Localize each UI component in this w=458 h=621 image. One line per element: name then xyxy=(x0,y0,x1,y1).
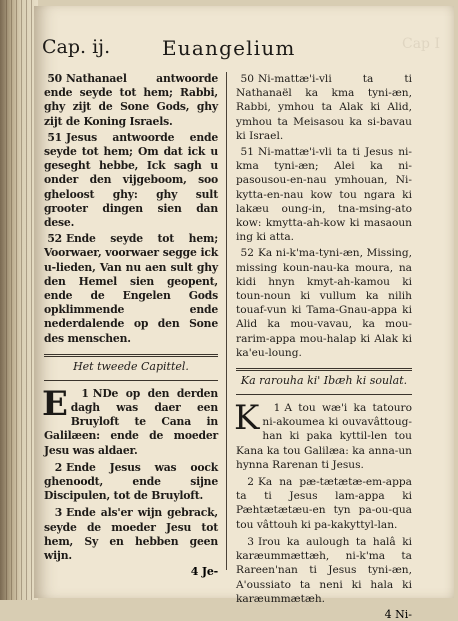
drop-cap: K xyxy=(234,398,260,439)
verse-text: Ni-mattæ'i-vli ta ti Nathanaël ka kma tyni-æn, Rabbi, ymhou ta Alak ki Alid, ymhou ta Meisasou ka si-bavau ki Israel. xyxy=(236,73,412,142)
verse xyxy=(42,383,218,458)
formosan-column xyxy=(234,72,412,621)
verse-number: 2 xyxy=(247,476,254,489)
verse-number: 52 xyxy=(240,247,254,260)
verse xyxy=(234,398,412,472)
verse xyxy=(44,72,218,129)
verse xyxy=(44,461,218,504)
verse-number: 2 xyxy=(54,460,62,474)
verse xyxy=(44,506,218,563)
column-divider xyxy=(226,72,227,570)
catchword: 4 Je- xyxy=(190,565,218,579)
verse xyxy=(236,72,412,143)
verse-number: 3 xyxy=(247,535,254,548)
page-header xyxy=(42,36,402,62)
book-running-title: Euangelium xyxy=(162,36,296,60)
verse xyxy=(236,535,412,606)
verse-text: Ende seyde tot hem; Voorwaer, voorwaer segge ick u-lieden, Van nu aen sult ghy den Hemel sien geopent, ende de Engelen Gods opklimmende ende nederdalende op den Sone des menschen. xyxy=(44,232,218,345)
verse-number: 51 xyxy=(47,130,62,144)
verse-text: Ni-mattæ'i-vli ta ti Jesus ni-kma tyni-æn; Alei ka ni-pasousou-en-nau ymhouan, Ni-kytta-en-nau kow tou ngara ki lakæu oung-in, tna-msing-ato kow: kmytta-ah-kow ki masaoun ing ki atta. xyxy=(236,146,412,244)
verse-text: A tou wæ'i ka tatouro ni-akoumea ki ouvavâttoug-han ki paka kyttil-len tou Kana ka tou Galilæa: ka anna-un hynna Rarenan ti Jesus. xyxy=(236,402,412,471)
verse-text: Ende als'er wijn gebrack, seyde de moeder Jesu tot hem, Sy en hebben geen wijn. xyxy=(44,506,218,563)
bleed-through-text: Cap I xyxy=(401,36,440,52)
verse-text: NDe op den derden dagh was daer een Bruyloft te Cana in Galilæen: ende de moeder Jesu was aldaer. xyxy=(44,386,218,457)
verse-number: 1 xyxy=(273,402,281,415)
verse-number: 52 xyxy=(47,232,62,246)
section-rule xyxy=(236,394,412,395)
drop-cap: E xyxy=(42,383,68,424)
section-rule xyxy=(44,380,218,381)
verse-number: 51 xyxy=(240,146,254,159)
dutch-verses-top xyxy=(44,72,218,346)
verse xyxy=(44,232,218,346)
verse xyxy=(44,131,218,230)
verse xyxy=(236,246,412,360)
formosan-verses-top xyxy=(236,72,412,360)
verse-text: Ka na pæ-tætætæ-em-appa ta ti Jesus lam-appa ki Pæhtætætæu-en tyn pa-ou-qua tou vâttouh ki pa-kakyttyl-lan. xyxy=(236,476,412,531)
verse-text: Ende Jesus was oock ghenoodt, ende sijne Discipulen, tot de Bruyloft. xyxy=(44,460,218,503)
dutch-column xyxy=(42,72,218,579)
verse-text: Irou ka aulough ta halâ ki karæummættæh, ni-k'ma ta Rareen'nan ti Jesus tyni-æn, A'oussiato ta neni ki hala ki karæummætæh. xyxy=(236,535,412,605)
catchword: 4 Ni- xyxy=(384,607,412,621)
verse-text: Nathanael antwoorde ende seyde tot hem; Rabbi, ghy zijt de Sone Gods, ghy zijt de Koning Israels. xyxy=(44,72,218,128)
chapter-title: Het tweede Capittel. xyxy=(73,359,189,373)
dutch-verses-bottom xyxy=(42,383,218,563)
chapter-title: Ka rarouha ki' Ibæh ki soulat. xyxy=(240,374,408,388)
verse-text: Ka ni-k'ma-tyni-æn, Missing, missing koun-nau-ka moura, na kidi hnyn kmyt-ah-kamou ki toun-noun ki vullum ka nilih touaf-vun ki Tama-Gnau-appa ki Alid ka mou-vavau, ka mou-rarim-appa mou-halap ki Alak ki ka'eu-loung. xyxy=(236,247,412,359)
book-page-edges xyxy=(0,0,38,600)
verse-number: 50 xyxy=(47,72,62,85)
verse-number: 1 xyxy=(81,386,89,400)
formosan-verses-bottom xyxy=(234,398,412,606)
verse xyxy=(236,145,412,244)
verse xyxy=(236,475,412,532)
verse-text: Jesus antwoorde ende seyde tot hem; Om dat ick u geseght hebbe, Ick sagh u onder den vijgeboom, soo gheloost ghy: ghy sult grooter dingen sien dan dese. xyxy=(44,130,218,230)
verse-number: 50 xyxy=(240,73,254,85)
chapter-running-head: Cap. ij. xyxy=(42,36,111,58)
verse-number: 3 xyxy=(54,506,62,520)
